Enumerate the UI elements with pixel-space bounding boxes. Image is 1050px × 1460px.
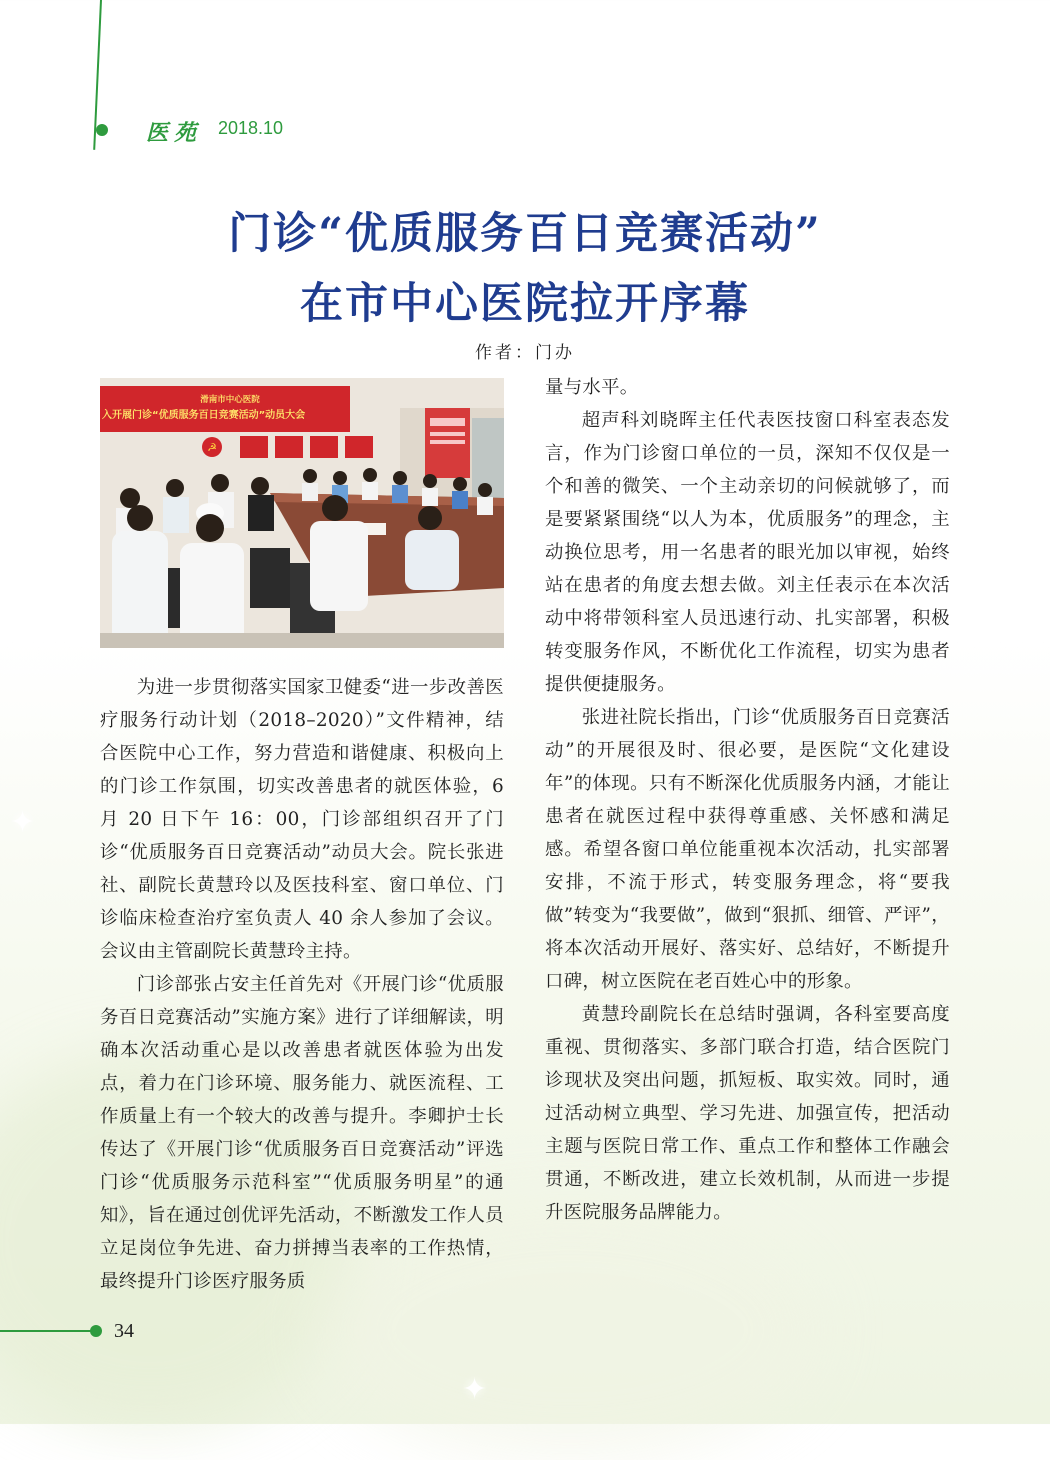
paragraph: 为进一步贯彻落实国家卫健委“进一步改善医疗服务行动计划（2018–2020）”文件精神，结合医院中心工作，努力营造和谐健康、积极向上的门诊工作氛围，切实改善患者的就医体验，6 月 20 日下午 16：00，门诊部组织召开了门诊“优质服务百日竞赛活动”动员大会。院长张进社、副院长黄慧玲以及医技科室、窗口单位、门诊临床检查治疗室负责人 40 余人参加了会议。会议由主管副院长黄慧玲主持。 [100, 677, 504, 962]
article-title-line2: 在市中心医院拉开序幕 [300, 279, 750, 329]
banner-meeting-text: 入开展门诊“优质服务百日竞赛活动”动员大会 [102, 410, 306, 421]
sparkle-icon: ✦ [10, 805, 36, 840]
issue-date: 2018.10 [218, 118, 284, 138]
party-emblem-icon: ☭ [207, 441, 217, 454]
page-number: 34 [114, 1320, 134, 1342]
footer-dot [90, 1325, 102, 1337]
paragraph: 张进社院长指出，门诊“优质服务百日竞赛活动”的开展很及时、很必要，是医院“文化建设年”的体现。只有不断深化优质服务内涵，才能让患者在就医过程中获得尊重感、关怀感和满足感。希望各窗口单位能重视本次活动，扎实部署安排，不流于形式，转变服务理念，将“要我做”转变为“我要做”，做到“狠抓、细管、严评”，将本次活动开展好、落实好、总结好，不断提升口碑，树立医院在老百姓心中的形象。 [545, 707, 950, 992]
header-dot [96, 124, 108, 136]
sparkle-icon: ✦ [462, 1372, 488, 1407]
article-body-left-column [100, 671, 504, 1298]
paragraph: 黄慧玲副院长在总结时强调，各科室要高度重视、贯彻落实、多部门联合打造，结合医院门诊现状及突出问题，抓短板、取实效。同时，通过活动树立典型、学习先进、加强宣传，把活动主题与医院日常工作、重点工作和整体工作融会贯通，不断改进，建立长效机制，从而进一步提升医院服务品牌能力。 [545, 1004, 950, 1223]
meeting-photo [100, 378, 504, 648]
paragraph-continuation: 量与水平。 [545, 377, 639, 398]
footer-rule [0, 1330, 94, 1332]
magazine-name: 医苑 [146, 120, 203, 146]
article-author: 作者：门办 [475, 343, 575, 363]
paragraph: 门诊部张占安主任首先对《开展门诊“优质服务百日竞赛活动”实施方案》进行了详细解读，明确本次活动重心是以改善患者就医体验为出发点，着力在门诊环境、服务能力、就医流程、工作质量上有一个较大的改善与提升。李卿护士长传达了《开展门诊“优质服务百日竞赛活动”评选门诊“优质服务示范科室”“优质服务明星”的通知》，旨在通过创优评先活动，不断激发工作人员立足岗位争先进、奋力拼搏当表率的工作热情，最终提升门诊医疗服务质 [100, 974, 504, 1292]
article-body-right-column [545, 371, 950, 1229]
paragraph: 超声科刘晓晖主任代表医技窗口科室表态发言，作为门诊窗口单位的一员，深知不仅仅是一个和善的微笑、一个主动亲切的问候就够了，而是要紧紧围绕“以人为本，优质服务”的理念，主动换位思考，用一名患者的眼光加以审视，始终站在患者的角度去想去做。刘主任表示在本次活动中将带领科室人员迅速行动、扎实部署，积极转变服务作风，不断优化工作流程，切实为患者提供便捷服务。 [545, 410, 950, 695]
article-title-line1: 门诊“优质服务百日竞赛活动” [228, 209, 822, 259]
banner-hospital-text: 滑南市中心医院 [200, 395, 260, 405]
